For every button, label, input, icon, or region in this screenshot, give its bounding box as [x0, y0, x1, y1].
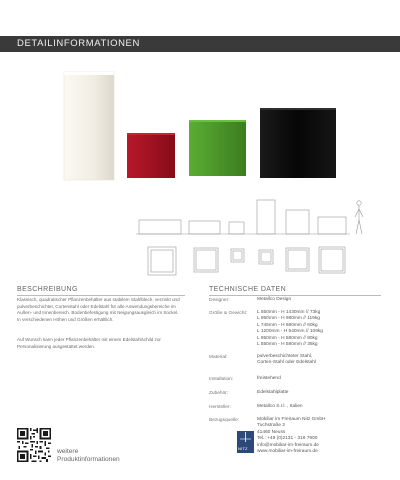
page-title: DETAILINFORMATIONEN [17, 38, 140, 49]
description-paragraph-1: Klassisch, quadratischer Pflanzenbehälter aus stabilem Stahlblech, verzinkt und pulverbeschichtet, Cortenstahl oder Edelstahl für alle Anwendungsbereiche im Außen- und Innenbereich. Bodenbefestigung mit Neigungsausgleich im Sockel. In verschiedenen Höhen und Größen erhältlich. [17, 297, 180, 322]
black-planter [260, 108, 336, 178]
description-paragraph-2: Auf Wunsch kann jeder Pflanzenbehälter mit einem Edelstahlschild zur Personalisierung ausgestattet werden. [17, 337, 161, 349]
elevation-views [136, 200, 350, 234]
technical-divider [209, 295, 381, 296]
qr-caption-line-2: Produktinformationen [57, 456, 120, 464]
installation-label: Installation: [209, 377, 234, 382]
accessories-value: Edelstahlplatte [257, 390, 289, 395]
size-line: L 745mm - H 680mm // 60kg [257, 322, 318, 328]
size-line: L 950mm - H 980mm // 119kg [257, 316, 320, 322]
source-line: www.mobiliar-im-freiraum.de [257, 449, 318, 455]
red-planter [127, 133, 175, 178]
size-line: L 1200mm - H 540mm // 109kg [257, 329, 323, 335]
nitz-logo [237, 431, 254, 453]
designer-label: Designer: [209, 298, 230, 303]
source-value [257, 417, 326, 455]
source-label: Bezugsquelle: [209, 418, 240, 423]
white-planter [64, 72, 114, 180]
designer-value: Metallco Design [257, 297, 292, 302]
qr-caption [57, 448, 120, 464]
source-line: Tel.: +49 (0)2131 - 316 7900 [257, 436, 318, 442]
material-line: pulverbeschichteter Stahl, [257, 354, 313, 359]
logo-text: NITZ [238, 446, 248, 451]
human-figure-icon [355, 201, 363, 234]
sizes-list [257, 310, 323, 348]
product-photo [0, 60, 400, 185]
logo-mark-icon [237, 431, 254, 443]
accessories-label: Zubehör: [209, 391, 229, 396]
size-line: L 550mm - H 580mm // 35kg [257, 342, 318, 348]
sizes-label: Größe & Gewicht: [209, 311, 248, 316]
description-title: BESCHREIBUNG [17, 286, 78, 293]
technical-title: TECHNISCHE DATEN [209, 286, 287, 293]
description-divider [17, 295, 185, 296]
source-line: info@mobiliar-im-freiraum.de [257, 442, 319, 448]
plan-views [148, 247, 345, 275]
material-value [257, 354, 316, 367]
manufacturer-label: Hersteller: [209, 405, 231, 410]
header-bar [0, 36, 400, 52]
manufacturer-value: Metallco S.r.l. , Italien [257, 404, 303, 409]
green-planter [189, 120, 246, 176]
installation-value: freistehend [257, 376, 281, 381]
source-line: Mobiliar im Freiraum Nitz GmbH [257, 417, 326, 422]
material-line: Corten-Stahl oder Edelstahl [257, 360, 316, 366]
size-line: L 950mm - H 580mm // 80kg [257, 335, 318, 341]
size-line: L 550mm - H 1430mm // 73kg [257, 310, 321, 315]
technical-drawings [0, 190, 400, 280]
material-label: Material: [209, 355, 228, 360]
source-line: 41460 Neuss [257, 429, 286, 435]
qr-caption-line-1: weitere [57, 448, 79, 455]
qr-code-icon[interactable] [17, 428, 51, 462]
source-line: Tuchstraße 2 [257, 423, 286, 429]
